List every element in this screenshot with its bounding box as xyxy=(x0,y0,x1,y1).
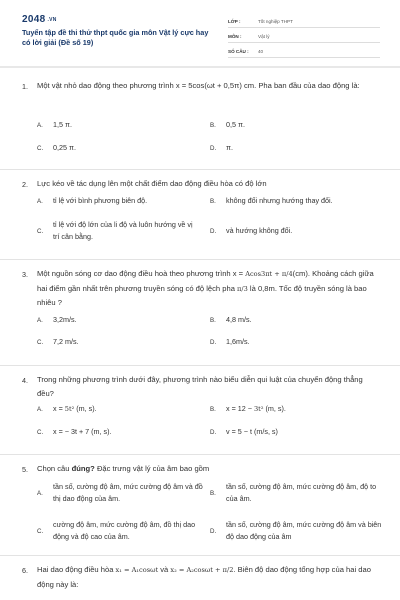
phase-difference: π/3 xyxy=(237,284,248,293)
question-text xyxy=(37,563,381,591)
option-letter: A. xyxy=(37,316,43,324)
meta-value: 40 xyxy=(258,49,264,54)
option-text: và hướng không đổi. xyxy=(226,226,293,235)
option-text-part: x = 12 − xyxy=(226,404,254,413)
meta-label: SỐ CÂU : xyxy=(228,49,249,54)
option-text: cường độ âm, mức cường độ âm, đồ thị dao động và độ cao của âm. xyxy=(53,520,196,541)
meta-row-class xyxy=(228,14,380,28)
meta-row-subject xyxy=(228,29,380,43)
question-4 xyxy=(0,366,400,455)
question-text-part: Hai dao động điều hòa xyxy=(37,565,116,574)
option-letter: D. xyxy=(210,227,217,235)
option-letter: D. xyxy=(210,527,217,535)
option-letter: C. xyxy=(37,338,44,346)
option-c[interactable] xyxy=(37,142,76,154)
question-text-part: và xyxy=(158,565,171,574)
option-letter: A. xyxy=(37,489,43,497)
option-a[interactable] xyxy=(37,403,97,415)
option-a[interactable] xyxy=(37,119,72,131)
option-b[interactable] xyxy=(210,195,333,207)
question-text-part: (cm). Khoảng cách giữa hai điểm gần nhất trên phương truyền sóng có độ lệch pha xyxy=(37,269,374,293)
question-number: 6. xyxy=(22,566,28,575)
option-text-part: x = xyxy=(53,404,65,413)
option-letter: A. xyxy=(37,405,43,413)
option-letter: A. xyxy=(37,121,43,129)
option-b[interactable] xyxy=(210,119,245,131)
meta-row-count xyxy=(228,44,380,58)
option-formula: 5t² xyxy=(64,405,75,413)
question-text-part: . Biên độ dao động tổng hợp của hai dao động này là: xyxy=(37,565,371,589)
meta-value: Vật lý xyxy=(258,34,270,39)
option-a[interactable] xyxy=(37,195,147,207)
option-text xyxy=(53,403,97,415)
question-emphasis: đúng? xyxy=(71,464,95,473)
option-c[interactable] xyxy=(37,426,112,438)
option-text: v = 5 − t (m/s, s) xyxy=(226,427,278,436)
option-letter: B. xyxy=(210,197,216,205)
option-formula: 3t² xyxy=(253,405,264,413)
meta-value: Tốt nghiệp THPT xyxy=(258,19,293,24)
question-text-part: Chọn câu xyxy=(37,464,72,473)
option-text: 7,2 m/s. xyxy=(53,337,79,346)
question-number: 3. xyxy=(22,270,28,279)
site-logo[interactable] xyxy=(22,14,57,25)
option-a[interactable] xyxy=(37,481,208,505)
option-b[interactable] xyxy=(210,403,286,415)
question-number: 1. xyxy=(22,82,28,91)
meta-label: LỚP : xyxy=(228,19,241,24)
document-header xyxy=(0,0,400,66)
exam-meta xyxy=(228,14,380,59)
option-letter: B. xyxy=(210,489,216,497)
question-text xyxy=(37,267,381,310)
option-b[interactable] xyxy=(210,314,252,326)
option-text-part: (m, s). xyxy=(263,404,286,413)
option-text: x = − 3t + 7 (m, s). xyxy=(53,427,112,436)
option-text-part: (m, s). xyxy=(74,404,97,413)
question-text: Lực kéo về tác dụng lên một chất điểm dao động điều hòa có độ lớn xyxy=(37,179,267,188)
question-text: Một vật nhỏ dao động theo phương trình x = 5cos(ωt + 0,5π) cm. Pha ban đầu của dao động là: xyxy=(37,81,360,90)
question-number: 2. xyxy=(22,180,28,189)
question-number: 5. xyxy=(22,465,28,474)
option-text: tần số, cường độ âm, mức cường độ âm và biên độ dao động của âm xyxy=(226,520,382,541)
option-letter: A. xyxy=(37,197,43,205)
option-text: tỉ lệ với độ lớn của li độ và luôn hướng về vị trí cân bằng. xyxy=(53,220,193,241)
option-text: tần số, cường độ âm, mức cường độ âm và đồ thị dao động của âm. xyxy=(53,482,203,503)
question-6 xyxy=(0,556,400,600)
option-letter: D. xyxy=(210,428,217,436)
question-1 xyxy=(0,70,400,170)
option-text: π. xyxy=(226,143,233,152)
option-a[interactable] xyxy=(37,314,77,326)
question-text-part: là 0,8m. Tốc độ truyền sóng là bao nhiêu ? xyxy=(37,283,367,307)
header-divider xyxy=(0,66,400,68)
option-d[interactable] xyxy=(210,142,233,154)
logo-suffix: .VN xyxy=(47,17,57,23)
option-letter: C. xyxy=(37,428,44,436)
equation-x1: x₁ = A₁cosωt xyxy=(115,566,159,574)
option-text: 1,6m/s. xyxy=(226,337,250,346)
option-letter: D. xyxy=(210,338,217,346)
question-list xyxy=(0,70,400,600)
option-d[interactable] xyxy=(210,426,278,438)
logo-text: 2048 xyxy=(22,14,46,25)
option-b[interactable] xyxy=(210,481,386,505)
option-text: 3,2m/s. xyxy=(53,315,77,324)
option-d[interactable] xyxy=(210,336,250,348)
option-letter: D. xyxy=(210,144,217,152)
question-text-part: Một nguồn sóng cơ dao động điều hoà theo phương trình x = xyxy=(37,269,246,278)
wave-equation: Acos3πt + π/4 xyxy=(245,270,293,278)
option-text: 4,8 m/s. xyxy=(226,315,252,324)
question-5 xyxy=(0,455,400,556)
option-text: tần số, cường độ âm, mức cường độ âm, độ to của âm. xyxy=(226,482,377,503)
option-c[interactable] xyxy=(37,519,208,543)
question-3 xyxy=(0,260,400,366)
option-letter: C. xyxy=(37,227,44,235)
question-number: 4. xyxy=(22,376,28,385)
option-text: tỉ lệ với bình phương biên độ. xyxy=(53,196,148,205)
option-text xyxy=(226,403,286,415)
option-text: 0,5 π. xyxy=(226,120,245,129)
question-2 xyxy=(0,170,400,260)
option-letter: B. xyxy=(210,316,216,324)
meta-label: MÔN : xyxy=(228,34,242,39)
option-text: 1,5 π. xyxy=(53,120,72,129)
option-text: không đổi nhưng hướng thay đổi. xyxy=(226,196,333,205)
option-text: 0,25 π. xyxy=(53,143,76,152)
option-letter: C. xyxy=(37,144,44,152)
option-letter: B. xyxy=(210,121,216,129)
option-d[interactable] xyxy=(210,519,386,543)
document-title: Tuyển tập đề thi thử thpt quốc gia môn Vật lý cực hay có lời giải (Đề số 19) xyxy=(22,28,209,47)
option-c[interactable] xyxy=(37,336,79,348)
question-text-part: Đặc trưng vật lý của âm bao gồm xyxy=(94,464,210,473)
question-text xyxy=(37,462,381,476)
option-c[interactable] xyxy=(37,219,193,243)
option-letter: C. xyxy=(37,527,44,535)
option-letter: B. xyxy=(210,405,216,413)
equation-x2: x₂ = A₂cosωt + π/2 xyxy=(170,566,234,574)
option-d[interactable] xyxy=(210,225,292,237)
question-text: Trong những phương trình dưới đây, phương trình nào biểu diễn qui luật của chuyển động thẳng đều? xyxy=(37,375,363,398)
